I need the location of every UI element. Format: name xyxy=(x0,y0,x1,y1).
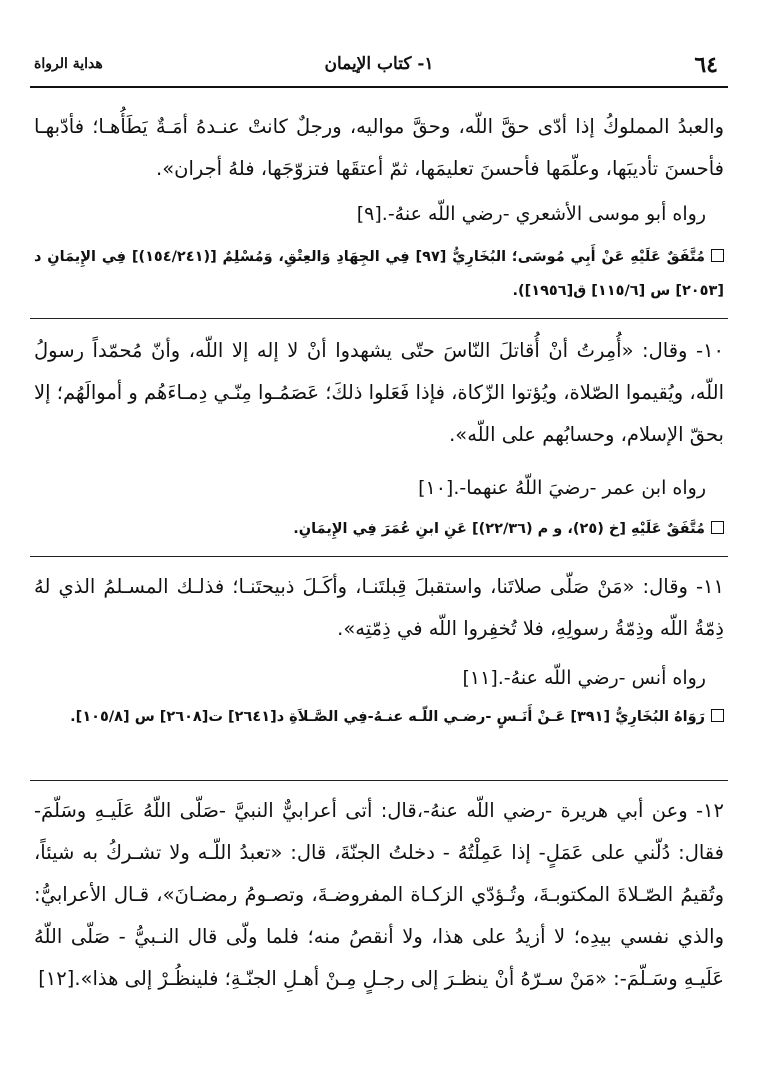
separator xyxy=(30,780,728,781)
hadith-9-narrator: رواه أبو موسى الأشعري -رضي اللّه عنهُ-.[٩] xyxy=(356,203,706,225)
hadith-11-text: ١١- وقال: «مَنْ صَلّى صلاتَنا، واستقبلَ قِبلتَنـا، وأكَـلَ ذبيحتَنـا؛ فذلـك المسـلمُ الذي لهُ ذِمّةُ اللّه وذِمّةُ رسولِهِ، فلا تُخفِروا اللّه في ذِمّتِه». xyxy=(34,575,724,640)
page-header xyxy=(28,52,730,80)
hadith-10-source xyxy=(34,512,724,546)
book-title: هداية الرواة xyxy=(34,56,103,72)
hadith-11-narrator: رواه أنس -رضي اللّه عنهُ-.[١١] xyxy=(462,667,706,689)
hadith-12-text: ١٢- وعن أبي هريرة -رضي اللّه عنهُ-،قال: أتى أعرابيٌّ النبيَّ -صَلّى اللّهُ عَلَيـهِ وسَلّمَ- فقال: دُلّني على عَمَلٍ- إذا عَمِلْتُهُ - دخلتُ الجنّةَ، قال: «تعبدُ اللّـه ولا تشـركُ به شيئاً، وتُقيمُ الصّـلاةَ المكتوبـةَ، وتُـؤدّي الزكـاة المفروضـةَ، وتصـومُ رمضـانَ»، قـال الأعرابيُّ: والذي نفسي بيدِه؛ لا أزيدُ على هذا، ولا أنقصُ منه؛ فلما ولّى قال النـبيُّ - صَلّى اللّهُ عَلَيـهِ وسَـلّمَ-: «مَنْ سـرّهُ أنْ ينظـرَ إلى رجـلٍ مِـنْ أهـلِ الجنّـةِ؛ فلينظُـرْ إلى هذا».[١٢] xyxy=(34,799,724,990)
hadith-9-source-text: مُتَّفَقٌ عَلَيْهِ عَنْ أَبِي مُوسَى؛ البُخَارِيُّ [٩٧] فِي الجِهَادِ وَالعِتْقِ، وَمُسْلِمٌ [(١٥٤/٢٤١)] فِي الإِيمَانِ د [٢٠٥٣] س [١١٥/٦] ق[١٩٥٦]). xyxy=(34,249,724,299)
hadith-9-source xyxy=(34,240,724,308)
hadith-9-text: والعبدُ المملوكُ إذا أدّى حقَّ اللّه، وحقَّ مواليه، ورجلٌ كانتْ عنـدهُ أمَـةٌ يَطَأُهـا؛ فأدّبهـا فأحسنَ تأديبَها، وعلّمَها فأحسنَ تعليمَها، ثمّ أعتقَها فتزوّجَها، فلهُ أجران». xyxy=(34,115,724,180)
chapter-title: ١- كتاب الإيمان xyxy=(324,54,434,74)
page-number: ٦٤ xyxy=(694,52,718,78)
header-rule xyxy=(30,86,728,88)
checkbox-icon xyxy=(711,521,724,534)
separator xyxy=(30,556,728,557)
hadith-10-source-text: مُتَّفَقٌ عَلَيْهِ [خ (٢٥)، و م (٢٢/٣٦)] عَنِ ابنِ عُمَرَ فِي الإِيمَانِ. xyxy=(293,521,705,537)
checkbox-icon xyxy=(711,709,724,722)
hadith-11-source xyxy=(34,700,724,734)
hadith-10-narrator: رواه ابن عمر -رضيَ اللّهُ عنهما-.[١٠] xyxy=(418,477,706,499)
checkbox-icon xyxy=(711,249,724,262)
separator xyxy=(30,318,728,319)
hadith-10-text: ١٠- وقال: «أُمِرتُ أنْ أُقاتلَ النّاسَ حتّى يشهدوا أنْ لا إله إلا اللّه، وأنّ مُحمّداً رسولُ اللّه، ويُقيموا الصّلاة، ويُؤتوا الزّكاة، فإذا فَعَلوا ذلكَ؛ عَصَمُـوا مِنّـي دِمـاءَهُم و أموالَهُم؛ إلا بحقّ الإسلام، وحسابُهم على اللّه». xyxy=(34,339,724,446)
hadith-11-source-text: رَوَاهُ البُخَارِيُّ [٣٩١] عَـنْ أَنَـسٍ -رضـي اللّـه عنـهُ-فِي الصَّـلاَةِ د[٢٦٤١] ت[٢٦٠٨] س [١٠٥/٨]. xyxy=(70,709,705,725)
